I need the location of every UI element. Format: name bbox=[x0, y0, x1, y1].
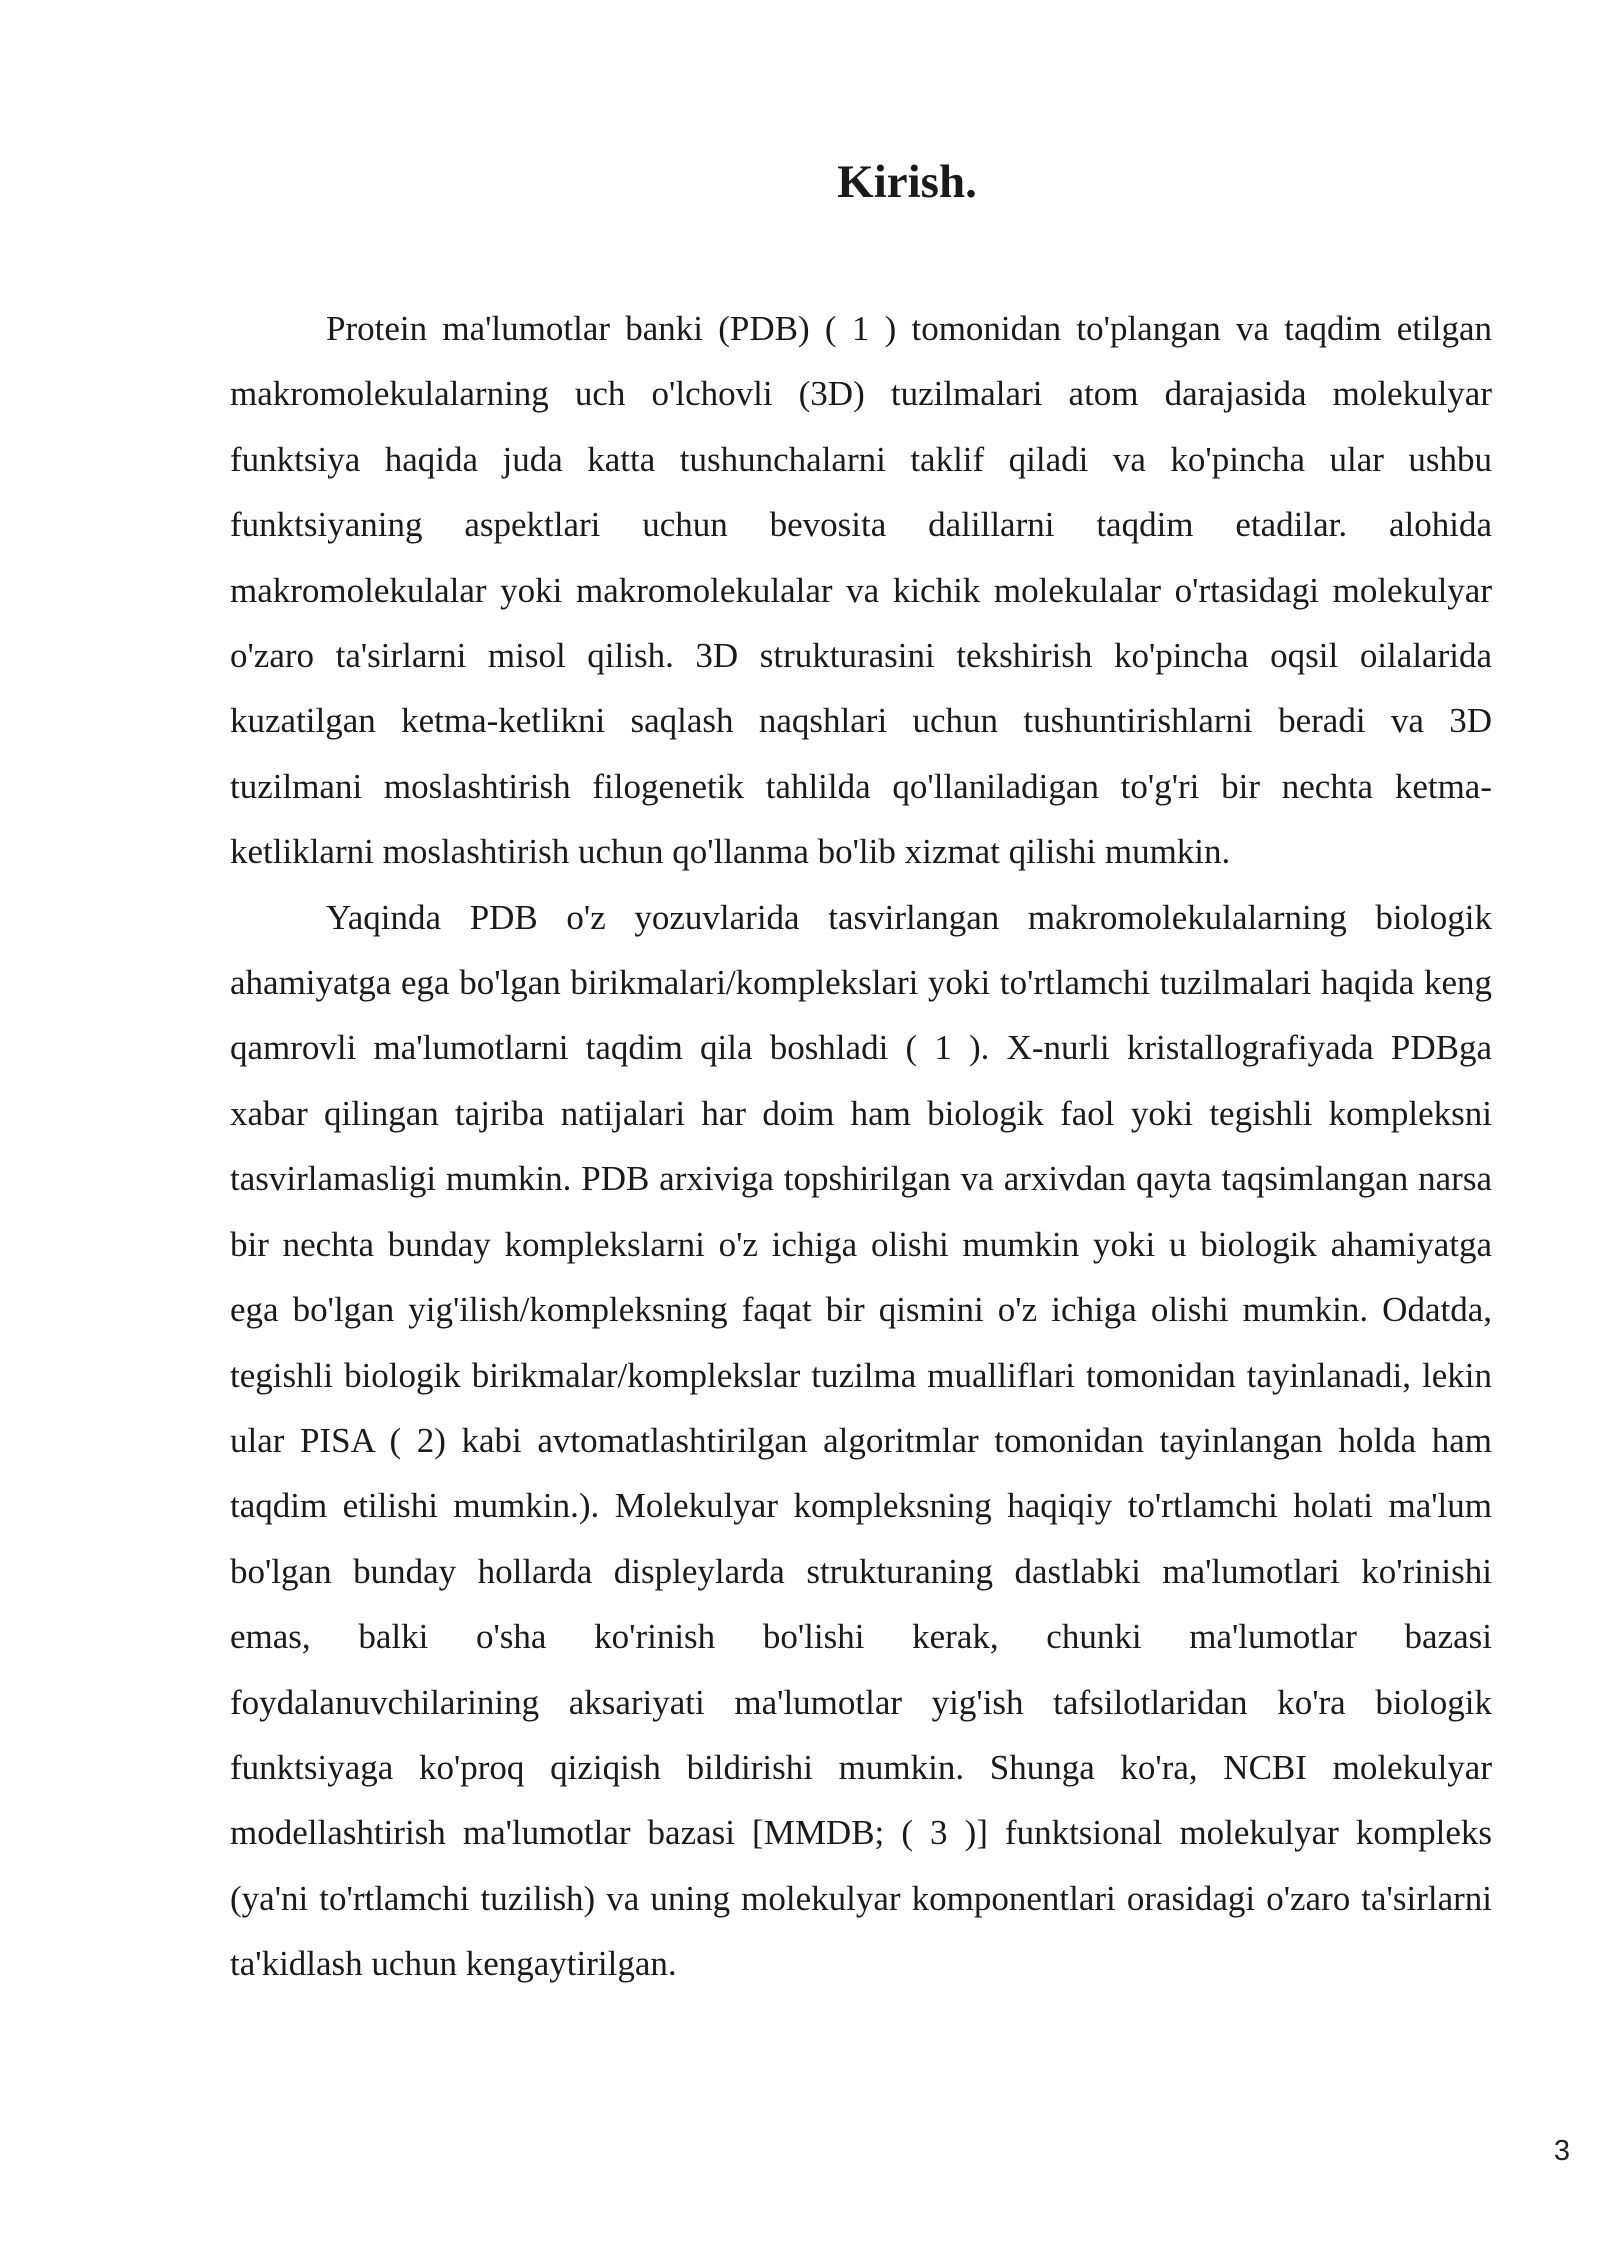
document-body bbox=[230, 296, 1492, 1997]
page-number: 3 bbox=[1553, 2135, 1570, 2167]
paragraph: Yaqinda PDB o'z yozuvlarida tasvirlangan makromolekulalarning biologik ahamiyatga ega bo'lgan birikmalari/komplekslari yoki to'rtlamchi tuzilmalari haqida keng qamrovli ma'lumotlarni taqdim qila boshladi ( 1 ). X-nurli kristallografiyada PDBga xabar qilingan tajriba natijalari har doim ham biologik faol yoki tegishli kompleksni tasvirlamasligi mumkin. PDB arxiviga topshirilgan va arxivdan qayta taqsimlangan narsa bir nechta bunday komplekslarni o'z ichiga olishi mumkin yoki u biologik ahamiyatga ega bo'lgan yig'ilish/kompleksning faqat bir qismini o'z ichiga olishi mumkin. Odatda, tegishli biologik birikmalar/komplekslar tuzilma mualliflari tomonidan tayinlanadi, lekin ular PISA ( 2) kabi avtomatlashtirilgan algoritmlar tomonidan tayinlangan holda ham taqdim etilishi mumkin.). Molekulyar kompleksning haqiqiy to'rtlamchi holati ma'lum bo'lgan bunday hollarda displeylarda strukturaning dastlabki ma'lumotlari ko'rinishi emas, balki o'sha ko'rinish bo'lishi kerak, chunki ma'lumotlar bazasi foydalanuvchilarining aksariyati ma'lumotlar yig'ish tafsilotlaridan ko'ra biologik funktsiyaga ko'proq qiziqish bildirishi mumkin. Shunga ko'ra, NCBI molekulyar modellashtirish ma'lumotlar bazasi [MMDB; ( 3 )] funktsional molekulyar kompleks (ya'ni to'rtlamchi tuzilish) va uning molekulyar komponentlari orasidagi o'zaro ta'sirlarni ta'kidlash uchun kengaytirilgan. bbox=[230, 897, 1492, 1984]
page-title: Kirish. bbox=[837, 156, 977, 208]
paragraph: Protein ma'lumotlar banki (PDB) ( 1 ) tomonidan to'plangan va taqdim etilgan makromolekulalarning uch o'lchovli (3D) tuzilmalari atom darajasida molekulyar funktsiya haqida juda katta tushunchalarni taklif qiladi va ko'pincha ular ushbu funktsiyaning aspektlari uchun bevosita dalillarni taqdim etadilar. alohida makromolekulalar yoki makromolekulalar va kichik molekulalar o'rtasidagi molekulyar o'zaro ta'sirlarni misol qilish. 3D strukturasini tekshirish ko'pincha oqsil oilalarida kuzatilgan ketma-ketlikni saqlash naqshlari uchun tushuntirishlarni beradi va 3D tuzilmani moslashtirish filogenetik tahlilda qo'llaniladigan to'g'ri bir nechta ketma-ketliklarni moslashtirish uchun qo'llanma bo'lib xizmat qilishi mumkin. bbox=[230, 309, 1492, 872]
